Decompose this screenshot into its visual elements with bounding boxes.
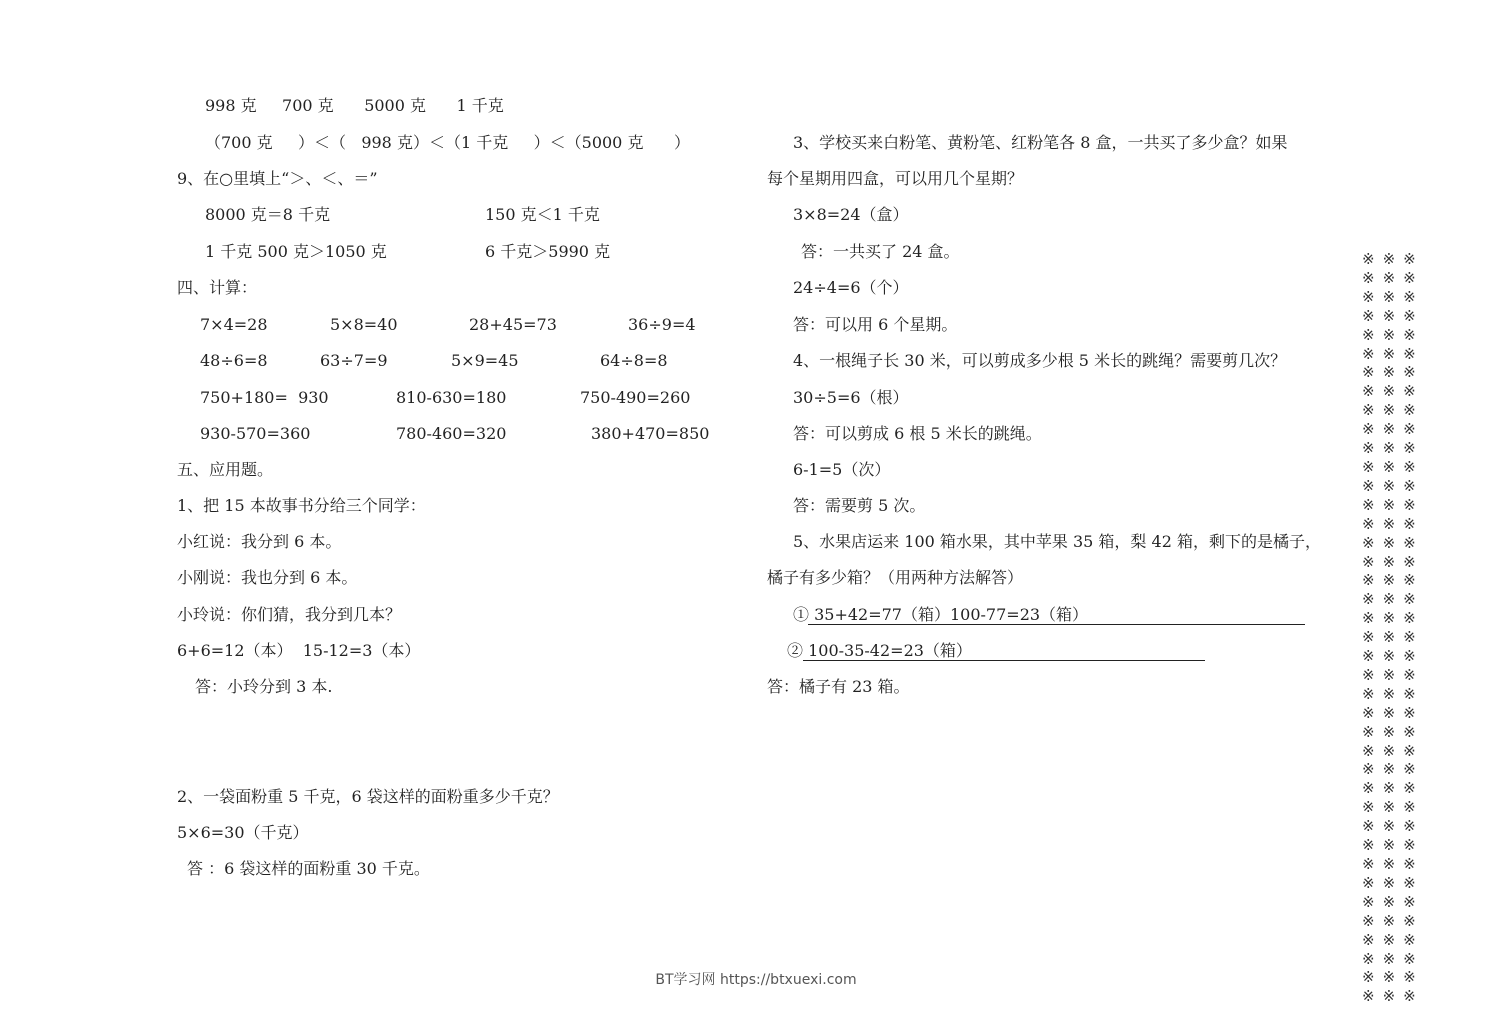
problem-1: 1、把 15 本故事书分给三个同学： <box>177 496 426 515</box>
compare-answer: 8000 克＝8 千克 <box>205 205 331 224</box>
problem-4-answer: 答：可以剪成 6 根 5 米长的跳绳。 <box>793 424 1042 443</box>
weights-list: 998 克 700 克 5000 克 1 千克 <box>205 96 504 115</box>
method-1: ① 35+42=77（箱）100-77=23（箱） <box>793 605 1089 624</box>
problem-5: 5、水果店运来 100 箱水果，其中苹果 35 箱，梨 42 箱，剩下的是橘子， <box>793 532 1321 551</box>
section-4-heading: 四、计算： <box>177 278 258 297</box>
calc-item: 750-490=260 <box>580 388 691 407</box>
footer-watermark: BT学习网 https://btxuexi.com <box>655 972 857 988</box>
method-2: ② 100-35-42=23（箱） <box>787 641 972 660</box>
calc-item: 5×8=40 <box>330 315 398 334</box>
question-9: 9、在○里填上“＞、＜、＝” <box>177 169 378 188</box>
problem-5-answer: 答：橘子有 23 箱。 <box>767 677 910 696</box>
problem-3-cont: 每个星期用四盒，可以用几个星期？ <box>767 169 1024 188</box>
compare-answer: 150 克＜1 千克 <box>485 205 600 224</box>
calc-item: 63÷7=9 <box>320 351 388 370</box>
problem-2: 2、一袋面粉重 5 千克，6 袋这样的面粉重多少千克？ <box>177 787 559 806</box>
weights-order: （700 克 ）＜（ 998 克）＜（1 千克 ）＜（5000 克 ） <box>205 133 690 152</box>
problem-3-answer: 答：一共买了 24 盒。 <box>801 242 960 261</box>
answer-underline <box>808 624 1305 625</box>
problem-4-work: 30÷5=6（根） <box>793 388 909 407</box>
calc-item: 750+180= 930 <box>200 388 329 407</box>
problem-1-line: 小红说：我分到 6 本。 <box>177 532 342 551</box>
problem-1-line: 小刚说：我也分到 6 本。 <box>177 568 358 587</box>
calc-item: 7×4=28 <box>200 315 268 334</box>
section-5-heading: 五、应用题。 <box>177 460 274 479</box>
calc-item: 48÷6=8 <box>200 351 268 370</box>
problem-2-work: 5×6=30（千克） <box>177 823 309 842</box>
problem-1-answer: 答：小玲分到 3 本. <box>195 677 333 696</box>
problem-3-work: 3×8=24（盒） <box>793 205 909 224</box>
compare-answer: 1 千克 500 克＞1050 克 <box>205 242 387 261</box>
calc-item: 380+470=850 <box>591 424 710 443</box>
problem-4: 4、一根绳子长 30 米，可以剪成多少根 5 米长的跳绳？需要剪几次？ <box>793 351 1287 370</box>
problem-3-answer: 答：可以用 6 个星期。 <box>793 315 958 334</box>
calc-item: 780-460=320 <box>396 424 507 443</box>
calc-item: 36÷9=4 <box>628 315 696 334</box>
problem-1-line: 小玲说：你们猜，我分到几本？ <box>177 605 402 624</box>
problem-2-answer: 答 ：6 袋这样的面粉重 30 千克。 <box>187 859 430 878</box>
problem-3-work: 24÷4=6（个） <box>793 278 909 297</box>
calc-item: 64÷8=8 <box>600 351 668 370</box>
calc-item: 5×9=45 <box>451 351 519 370</box>
calc-item: 810-630=180 <box>396 388 507 407</box>
answer-underline <box>803 660 1205 661</box>
problem-4-answer: 答：需要剪 5 次。 <box>793 496 926 515</box>
problem-5-cont: 橘子有多少箱？（用两种方法解答） <box>767 568 1024 587</box>
calc-item: 28+45=73 <box>469 315 557 334</box>
problem-3: 3、学校买来白粉笔、黄粉笔、红粉笔各 8 盒，一共买了多少盒？如果 <box>793 133 1288 152</box>
problem-4-work: 6-1=5（次） <box>793 460 891 479</box>
compare-answer: 6 千克＞5990 克 <box>485 242 611 261</box>
calc-item: 930-570=360 <box>200 424 311 443</box>
problem-1-work: 6+6=12（本） 15-12=3（本） <box>177 641 421 660</box>
binding-margin-marks: ※※※ ※※※ ※※※ ※※※ ※※※ ※※※ ※※※ ※※※ ※※※ ※※※ ※※※ ※※※ ※※※ ※※※ ※※※ ※※※ ※※※ ※※※ ※※※ ※※※ ※※※ ※※※ ※※※ ※※※ ※※※ ※※※ ※※※ ※※※ ※※※ ※※※ ※※※ ※※※ ※※※ ※※※ ※※※ ※※※ ※※※ ※※※ ※※※ ※※※ <box>1362 250 1424 1006</box>
